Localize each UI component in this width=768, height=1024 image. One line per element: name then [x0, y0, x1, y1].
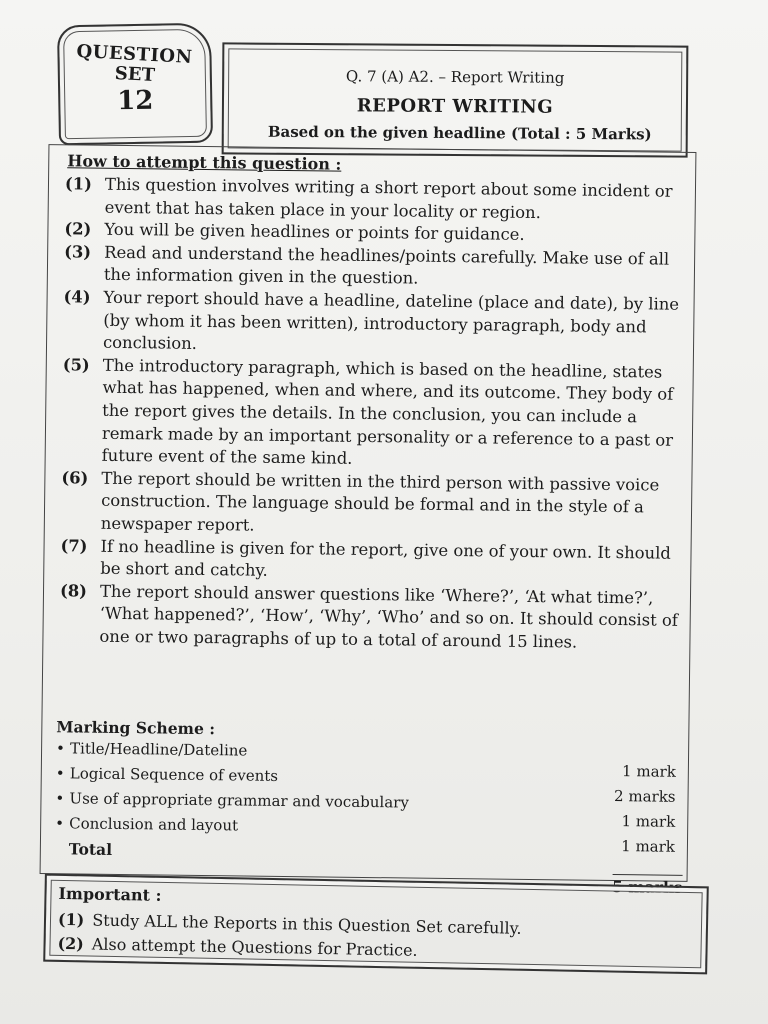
item-number: (1)	[57, 909, 85, 930]
list-item	[61, 467, 684, 542]
badge-line1: QUESTION	[75, 40, 193, 69]
item-text: The report should answer questions like ‘Where?’, ‘At what time?’, ‘What happened?’, ‘How’, ‘Why’, ‘Who’ and so on. It should consist of one or two paragraphs of up to a total of around 15 lines.	[99, 581, 678, 652]
item-text: You will be given headlines or points for guidance.	[104, 219, 525, 245]
marking-value: 1 mark	[622, 762, 676, 781]
important-item	[57, 934, 417, 960]
item-text: Study ALL the Reports in this Question Set carefully.	[92, 910, 522, 938]
bullet-icon: •	[55, 814, 65, 833]
badge-number: 12	[116, 85, 154, 117]
item-text: If no headline is given for the report, give one of your own. It should be short and catchy.	[100, 536, 671, 580]
bullet-icon: •	[55, 764, 65, 783]
bullet-icon: •	[55, 739, 66, 758]
item-text: Also attempt the Questions for Practice.	[91, 934, 418, 960]
list-item	[64, 241, 687, 294]
important-title: Important :	[58, 883, 162, 905]
total-value: 5 marks	[612, 874, 683, 897]
marking-label: Logical Sequence of events	[69, 764, 279, 785]
attempt-title: How to attempt this question :	[67, 151, 342, 174]
marking-value: 1 mark	[621, 837, 676, 856]
item-number: (2)	[57, 933, 85, 954]
important-box	[43, 874, 709, 975]
marking-value: 1 mark	[621, 812, 676, 831]
attempt-list	[59, 173, 687, 655]
page-title: REPORT WRITING	[356, 95, 554, 118]
item-text: This question involves writing a short report about some incident or event that has taken place in your locality or region.	[104, 174, 673, 222]
item-number: (5)	[62, 355, 90, 375]
header-box	[222, 42, 689, 157]
list-item	[62, 354, 685, 475]
question-ref: Q. 7 (A) A2. – Report Writing	[345, 67, 565, 87]
marking-label: Conclusion and layout	[69, 814, 239, 835]
item-text: Your report should have a headline, dateline (place and date), by line (by whom it has been written), introductory paragraph, body and conclusion.	[102, 287, 680, 354]
marking-label: Title/Headline/Dateline	[69, 739, 248, 760]
item-number: (8)	[59, 580, 88, 601]
item-number: (1)	[64, 174, 93, 194]
question-set-badge	[57, 23, 213, 146]
important-item	[58, 910, 522, 938]
item-text: The report should be written in the third person with passive voice construction. The language should be formal and in the style of a newspaper report.	[100, 468, 660, 535]
marking-label: Use of appropriate grammar and vocabulary	[69, 789, 409, 812]
list-item	[63, 286, 686, 361]
item-number: (6)	[61, 467, 89, 488]
item-text: The introductory paragraph, which is based on the headline, states what has happened, when and where, and its outcome. They body of the report gives the details. In the conclusion, you can include a remark made by an important personality or a reference to a past or future event of the same kind.	[101, 355, 674, 468]
item-number: (7)	[60, 535, 88, 556]
item-number: (3)	[64, 242, 92, 262]
list-item	[60, 535, 683, 588]
bullet-icon: •	[55, 789, 65, 808]
item-number: (2)	[64, 219, 92, 239]
badge-line2: SET	[114, 62, 156, 87]
item-number: (4)	[63, 287, 91, 307]
list-item	[65, 173, 688, 226]
total-label: Total	[68, 839, 113, 859]
list-item	[59, 580, 682, 655]
page-subtitle: Based on the given headline (Total : 5 Marks)	[267, 122, 652, 144]
item-text: Read and understand the headlines/points carefully. Make use of all the information given in the question.	[103, 242, 670, 288]
marking-scheme-title: Marking Scheme :	[56, 717, 216, 739]
marking-value: 2 marks	[614, 787, 676, 806]
instructions-box	[40, 144, 697, 897]
